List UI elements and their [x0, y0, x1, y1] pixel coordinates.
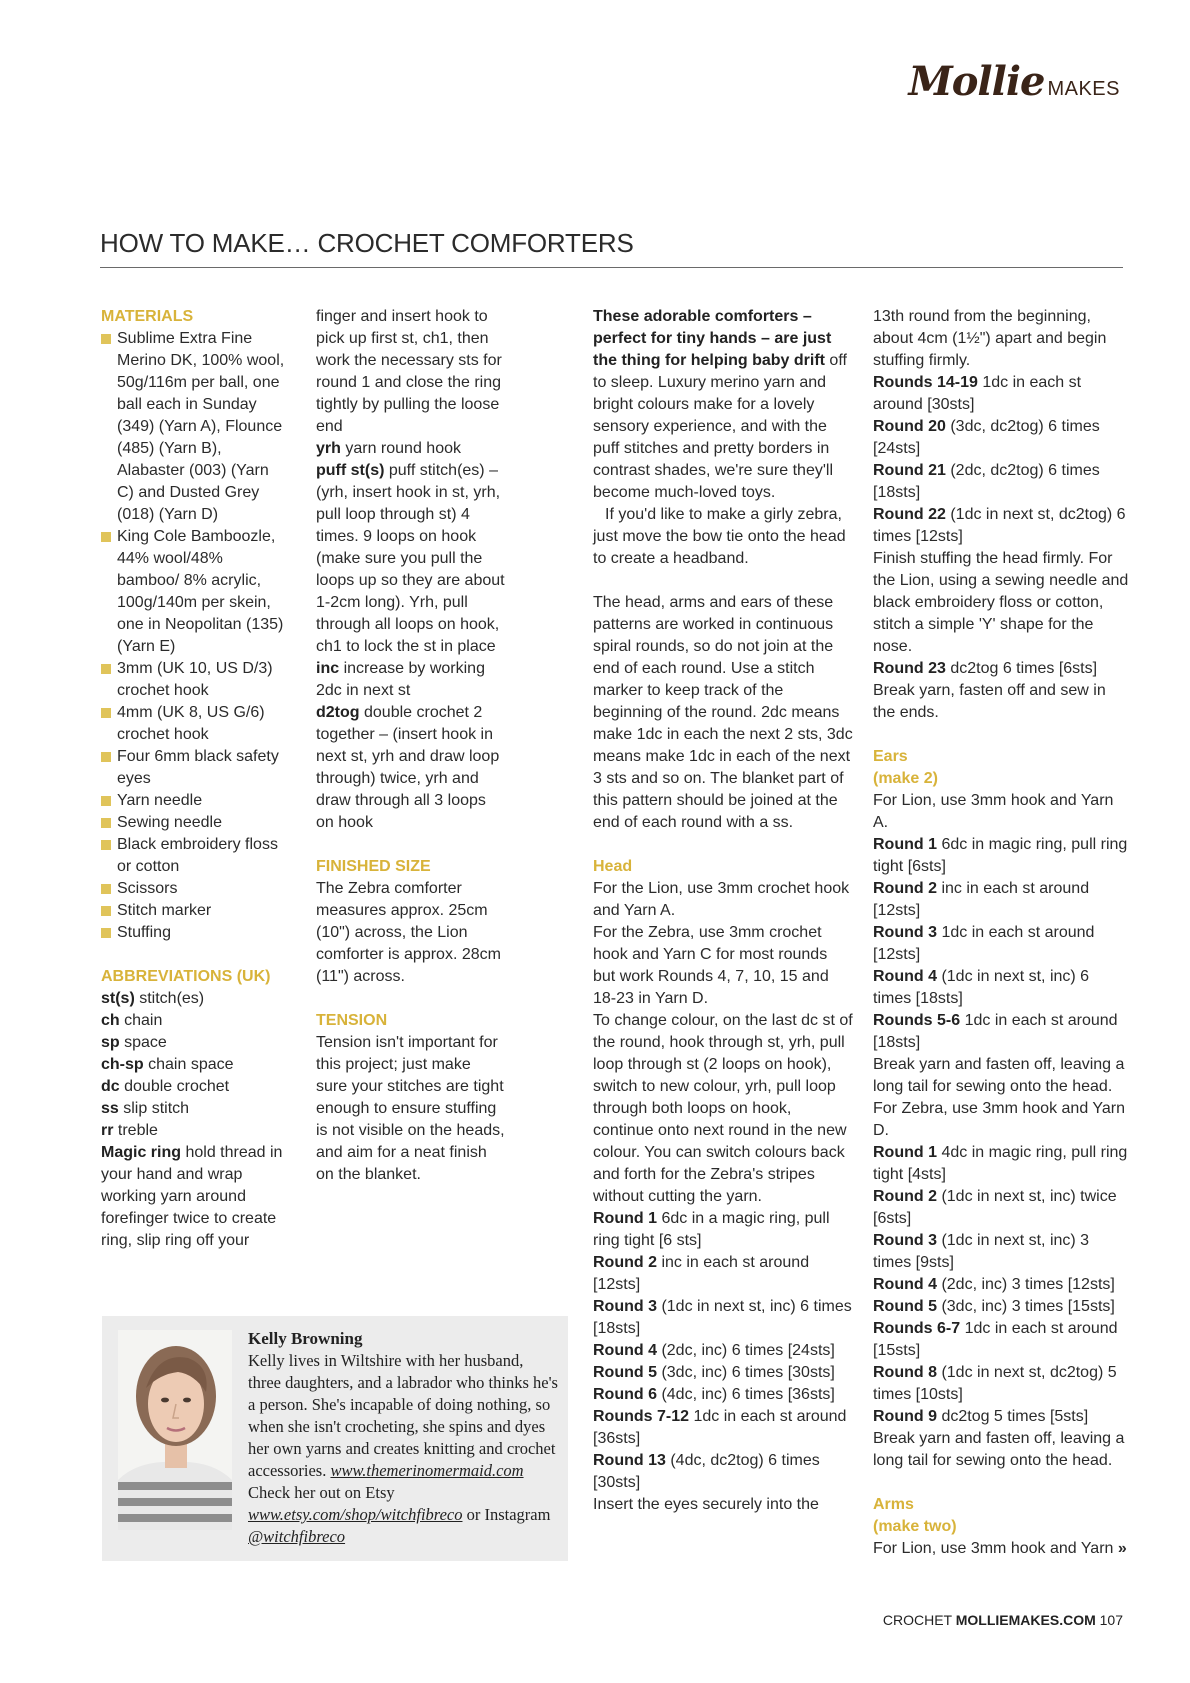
footer-site[interactable]: MOLLIEMAKES.COM [955, 1612, 1096, 1628]
author-bio-box [102, 1316, 568, 1561]
ears-zebra-end: Break yarn and fasten off, leaving a long tail for sewing onto the head. [873, 1430, 1125, 1469]
round-line [873, 658, 1129, 680]
abbr-def: chain space [143, 1056, 234, 1073]
round-text: (2dc, dc2tog) 6 times [18sts] [873, 462, 1100, 501]
round-text: (1dc in next st, inc) 6 times [18sts] [873, 968, 1090, 1007]
abbr-entry [101, 988, 285, 1010]
materials-item: Sewing needle [101, 812, 285, 834]
round-label: Round 20 [873, 418, 946, 435]
round-line [873, 1296, 1129, 1318]
round-label: Round 4 [873, 1276, 937, 1293]
column-3 [593, 306, 853, 1516]
abbr-entry [101, 1098, 285, 1120]
materials-item: Yarn needle [101, 790, 285, 812]
page-footer [883, 1612, 1123, 1628]
round-line [873, 922, 1129, 966]
abbr-def: chain [119, 1012, 163, 1029]
materials-item: Stitch marker [101, 900, 285, 922]
round-label: Round 13 [593, 1452, 666, 1469]
abbr-term: d2tog [316, 704, 360, 721]
column-1 [101, 306, 285, 1252]
round-label: Round 6 [593, 1386, 657, 1403]
round-line [873, 504, 1129, 548]
tension-text: Tension isn't important for this project; just make sure your stitches are tight enough to ensure stuffing is not visible on the heads, and aim for a neat finish on the blanket. [316, 1034, 505, 1183]
round-line [873, 878, 1129, 922]
author-name: Kelly Browning [248, 1329, 363, 1348]
round-line [593, 1340, 853, 1362]
round-line [873, 1318, 1129, 1362]
round-line [593, 1406, 853, 1450]
round-text: dc2tog 6 times [6sts] [945, 660, 1098, 677]
abbr-continued: finger and insert hook to pick up first st, ch1, then work the necessary sts for round 1 and close the ring tightly by pulling the loose end [316, 308, 502, 435]
round-text: 1dc in each st around [30sts] [873, 374, 1082, 413]
break-paragraph: Break yarn, fasten off and sew in the ends. [873, 682, 1106, 721]
round-line [593, 1362, 853, 1384]
abbr-def: hold thread in your hand and wrap working yarn around forefinger twice to create ring, slip ring off your [101, 1144, 283, 1249]
ears-zebra-intro: For Zebra, use 3mm hook and Yarn D. [873, 1100, 1125, 1139]
abbr-entry [316, 438, 506, 460]
page-number: 107 [1095, 1612, 1123, 1628]
head-heading: Head [593, 858, 633, 875]
round-label: Round 1 [873, 836, 937, 853]
round-text: 1dc in each st around [12sts] [873, 924, 1095, 963]
round-label: Rounds 7-12 [593, 1408, 690, 1425]
abbr-term: sp [101, 1034, 120, 1051]
round-text: (3dc, inc) 6 times [30sts] [657, 1364, 835, 1381]
head-paragraph: For the Lion, use 3mm crochet hook and Yarn A. [593, 880, 850, 919]
column-2 [316, 306, 506, 1186]
materials-item: 4mm (UK 8, US G/6) crochet hook [101, 702, 285, 746]
materials-item: 3mm (UK 10, US D/3) crochet hook [101, 658, 285, 702]
footer-prefix: CROCHET [882, 1612, 956, 1628]
round-text: (1dc in next st, dc2tog) 6 times [12sts] [873, 506, 1126, 545]
round-label: Rounds 5-6 [873, 1012, 961, 1029]
round-label: Round 5 [873, 1298, 937, 1315]
intro-paragraph [593, 306, 853, 504]
materials-item: Stuffing [101, 922, 285, 944]
materials-item: Four 6mm black safety eyes [101, 746, 285, 790]
round-text: (3dc, dc2tog) 6 times [24sts] [873, 418, 1100, 457]
ears-heading: Ears [873, 748, 908, 765]
round-label: Round 2 [593, 1254, 657, 1271]
abbr-def: space [119, 1034, 167, 1051]
website-link[interactable]: www.themerinomermaid.com [330, 1461, 524, 1480]
round-text: dc2tog 5 times [5sts] [937, 1408, 1089, 1425]
arms-text-body: For Lion, use 3mm hook and Yarn [873, 1540, 1114, 1557]
author-photo [118, 1330, 232, 1530]
round-label: Round 4 [873, 968, 937, 985]
brand-logo [908, 58, 1120, 105]
abbr-def: stitch(es) [134, 990, 205, 1007]
round-label: Round 4 [593, 1342, 657, 1359]
spiral-rounds-paragraph: The head, arms and ears of these patterns are worked in continuous spiral rounds, so do not join at the end of each round. Use a stitch marker to keep track of the beginning of the round. 2dc means make 1dc in each the next 2 sts, 3dc means make 1dc in each of the next 3 sts and so on. The blanket part of this pattern should be joined at the end of each round with a ss. [593, 594, 853, 831]
abbr-entry [316, 702, 506, 834]
round-label: Rounds 6-7 [873, 1320, 961, 1337]
abbr-entry [101, 1142, 285, 1252]
round-text: inc in each st around [12sts] [593, 1254, 810, 1293]
round-line [593, 1450, 853, 1494]
round-line [873, 1186, 1129, 1230]
round-text: (2dc, inc) 3 times [12sts] [937, 1276, 1115, 1293]
round-label: Round 1 [593, 1210, 657, 1227]
round-text: (4dc, inc) 6 times [36sts] [657, 1386, 835, 1403]
round-label: Round 9 [873, 1408, 937, 1425]
abbr-term: ss [101, 1100, 119, 1117]
author-bio-text [248, 1328, 560, 1548]
abbr-term: ch [101, 1012, 120, 1029]
round-line [873, 1142, 1129, 1186]
round-text: 4dc in magic ring, pull ring tight [4sts] [873, 1144, 1128, 1183]
abbr-def: puff stitch(es) – (yrh, insert hook in st, yrh, pull loop through st) 4 times. 9 loops on hook (make sure you pull the loops up so they are about 1-2cm long). Yrh, pull through all loops on hook, ch1 to lock the st in place [316, 462, 505, 655]
abbr-def: double crochet [119, 1078, 230, 1095]
etsy-link[interactable]: www.etsy.com/shop/witchfibreco [248, 1505, 463, 1524]
materials-item: Black embroidery floss or cotton [101, 834, 285, 878]
round-line [873, 834, 1129, 878]
abbr-term: ch-sp [101, 1056, 144, 1073]
abbr-def: yarn round hook [340, 440, 461, 457]
abbreviations-heading: ABBREVIATIONS (UK) [101, 968, 271, 985]
abbr-term: rr [101, 1122, 114, 1139]
logo-script: Mollie [908, 58, 1045, 105]
round-text: (4dc, dc2tog) 6 times [30sts] [593, 1452, 820, 1491]
round-text: (1dc in next st, inc) 6 times [18sts] [593, 1298, 852, 1337]
round-text: 1dc in each st around [36sts] [593, 1408, 847, 1447]
arms-subheading: (make two) [873, 1518, 957, 1535]
intro-rest: off to sleep. Luxury merino yarn and bright colours make for a lovely sensory experience, and with the puff stitches and pretty borders in contrast shades, we're sure they'll become much-loved toys. [593, 352, 847, 501]
round-text: 1dc in each st around [15sts] [873, 1320, 1118, 1359]
column-4 [873, 306, 1129, 1560]
round-label: Round 8 [873, 1364, 937, 1381]
intro-bold: These adorable comforters – perfect for tiny hands – are just the thing for helping baby drift [593, 308, 832, 369]
round-text: inc in each st around [12sts] [873, 880, 1090, 919]
arms-heading: Arms [873, 1496, 914, 1513]
abbr-def: double crochet 2 together – (insert hook in next st, yrh and draw loop through) twice, yrh and draw through all 3 loops on hook [316, 704, 500, 831]
round-line [593, 1208, 853, 1252]
round-text: (2dc, inc) 6 times [24sts] [657, 1342, 835, 1359]
abbr-term: Magic ring [101, 1144, 182, 1161]
materials-item: Sublime Extra Fine Merino DK, 100% wool, 50g/116m per ball, one ball each in Sunday (349) (Yarn A), Flounce (485) (Yarn B), Alabaster (003) (Yarn C) and Dusted Grey (018) (Yarn D) [101, 328, 285, 526]
head-paragraph: For the Zebra, use 3mm crochet hook and Yarn C for most rounds but work Rounds 4, 7, 10, 15 and 18-23 in Yarn D. [593, 924, 829, 1007]
tension-heading: TENSION [316, 1012, 388, 1029]
round-text: (1dc in next st, inc) twice [6sts] [873, 1188, 1117, 1227]
bio-body: Kelly lives in Wiltshire with her husband, three daughters, and a labrador who thinks he's a person. She's incapable of doing nothing, so when she isn't crocheting, she spins and dyes her own yarns and creates knitting and crochet accessories. [248, 1351, 558, 1480]
ears-subheading: (make 2) [873, 770, 938, 787]
abbr-entry [101, 1010, 285, 1032]
round-label: Round 2 [873, 880, 937, 897]
logo-sub: MAKES [1047, 78, 1120, 100]
round-line [593, 1252, 853, 1296]
bio-etsy-text: Check her out on Etsy [248, 1483, 395, 1502]
round-label: Round 2 [873, 1188, 937, 1205]
materials-item: Scissors [101, 878, 285, 900]
round-text: (3dc, inc) 3 times [15sts] [937, 1298, 1115, 1315]
round-label: Round 3 [873, 924, 937, 941]
round-line [873, 1274, 1129, 1296]
bio-instagram-text: or Instagram [462, 1505, 551, 1524]
round-line [873, 372, 1129, 416]
round-text: 6dc in a magic ring, pull ring tight [6 sts] [593, 1210, 830, 1249]
round-text: 1dc in each st around [18sts] [873, 1012, 1118, 1051]
abbr-term: yrh [316, 440, 341, 457]
round-label: Round 3 [873, 1232, 937, 1249]
head-tail: Insert the eyes securely into the [593, 1496, 819, 1513]
round-label: Round 1 [873, 1144, 937, 1161]
round-label: Rounds 14-19 [873, 374, 978, 391]
arms-text [873, 1538, 1129, 1560]
round-text: (1dc in next st, inc) 3 times [9sts] [873, 1232, 1090, 1271]
finished-size-text: The Zebra comforter measures approx. 25cm (10") across, the Lion comforter is approx. 28cm (11") across. [316, 880, 501, 985]
round-text: (1dc in next st, dc2tog) 5 times [10sts] [873, 1364, 1117, 1403]
round-line [873, 460, 1129, 504]
abbr-term: inc [316, 660, 340, 677]
author-portrait-icon [118, 1330, 232, 1530]
abbr-entry [101, 1120, 285, 1142]
abbr-term: dc [101, 1078, 120, 1095]
ears-lion-end: Break yarn and fasten off, leaving a long tail for sewing onto the head. [873, 1056, 1125, 1095]
abbr-entry [316, 658, 506, 702]
materials-heading: MATERIALS [101, 308, 194, 325]
instagram-link[interactable]: @witchfibreco [248, 1527, 346, 1546]
ears-lion-intro: For Lion, use 3mm hook and Yarn A. [873, 792, 1114, 831]
materials-list [101, 328, 285, 944]
round-line [873, 966, 1129, 1010]
round-line [873, 1010, 1129, 1054]
finished-size-heading: FINISHED SIZE [316, 858, 431, 875]
round-line [873, 1406, 1129, 1428]
materials-item: King Cole Bamboozle, 44% wool/48% bamboo/ 8% acrylic, 100g/140m per skein, one in Neopolitan (135) (Yarn E) [101, 526, 285, 658]
round-label: Round 5 [593, 1364, 657, 1381]
abbr-entry [101, 1032, 285, 1054]
head-paragraph: To change colour, on the last dc st of the round, hook through st, yrh, pull loop through st (2 loops on hook), switch to new colour, yrh, pull loop through both loops on hook, continue onto next round in the new colour. You can switch colours back and forth for the Zebra's stripes without cutting the yarn. [593, 1012, 853, 1205]
round-line [593, 1296, 853, 1340]
abbr-def: treble [113, 1122, 158, 1139]
page-title: HOW TO MAKE… CROCHET COMFORTERS [100, 228, 1123, 268]
abbr-entry [101, 1076, 285, 1098]
abbr-entry [316, 460, 506, 658]
finish-paragraph: Finish stuffing the head firmly. For the Lion, using a sewing needle and black embroidery floss or cotton, stitch a simple 'Y' shape for the nose. [873, 550, 1129, 655]
round-text: 6dc in magic ring, pull ring tight [6sts] [873, 836, 1128, 875]
abbr-def: slip stitch [118, 1100, 190, 1117]
continue-arrow-icon: » [1117, 1540, 1127, 1557]
round-line [593, 1384, 853, 1406]
round-label: Round 3 [593, 1298, 657, 1315]
round-line [873, 1230, 1129, 1274]
round-label: Round 23 [873, 660, 946, 677]
round-line [873, 1362, 1129, 1406]
author-description [248, 1350, 560, 1548]
round-line [873, 416, 1129, 460]
round-label: Round 21 [873, 462, 946, 479]
abbr-term: puff st(s) [316, 462, 385, 479]
abbr-def: increase by working 2dc in next st [316, 660, 485, 699]
intro-paragraph-2: If you'd like to make a girly zebra, just move the bow tie onto the head to create a headband. [593, 506, 846, 567]
abbr-entry [101, 1054, 285, 1076]
head-continued: 13th round from the beginning, about 4cm (1½") apart and begin stuffing firmly. [873, 308, 1107, 369]
abbr-term: st(s) [101, 990, 135, 1007]
round-label: Round 22 [873, 506, 946, 523]
